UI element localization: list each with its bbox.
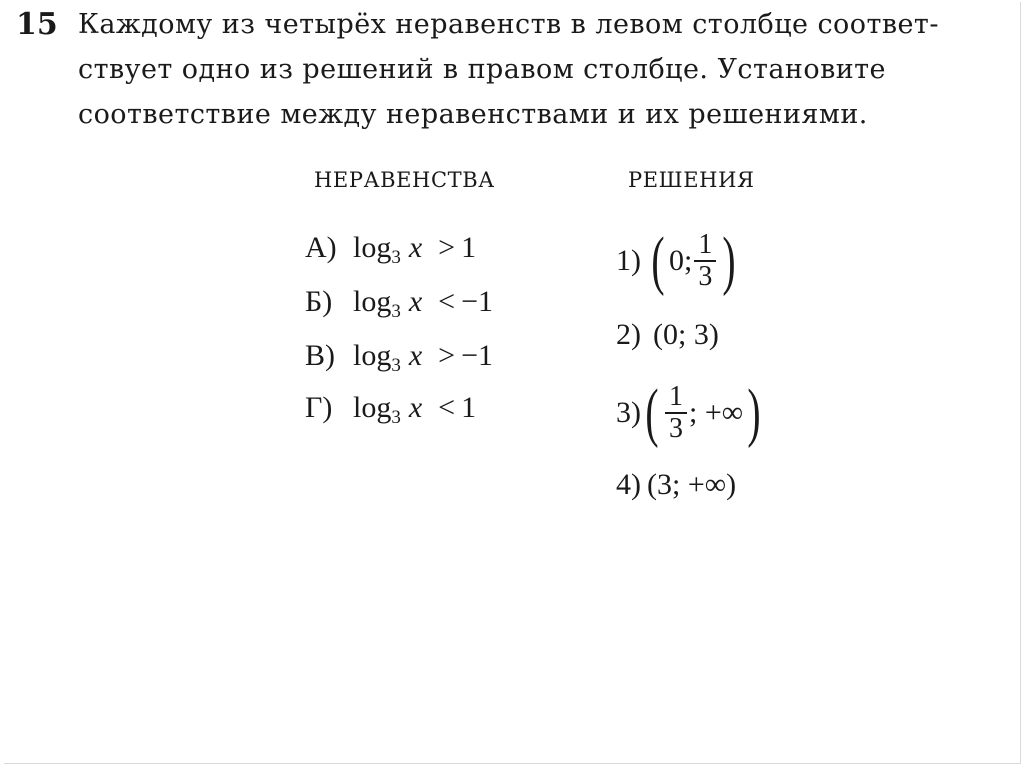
solution-number: 2) (616, 318, 641, 351)
fraction (665, 382, 687, 444)
relation: < (438, 391, 456, 424)
open-paren: ( (651, 224, 665, 297)
log-base: 3 (391, 407, 401, 428)
inequality-letter: Г) (305, 391, 333, 424)
interval: (0; 3) (653, 318, 719, 351)
inequality-b (305, 282, 493, 322)
inequalities-header: НЕРАВЕНСТВА (314, 168, 495, 192)
fraction-numerator: 1 (698, 229, 713, 260)
interval-right: ; +∞ (688, 396, 744, 429)
interval-left: 0; (668, 244, 693, 277)
fraction-numerator: 1 (668, 381, 683, 412)
log-func: log (353, 285, 392, 318)
solution-number: 3) (616, 396, 641, 429)
rhs-value: 1 (461, 391, 477, 424)
inequality-g (305, 388, 476, 428)
fraction-denominator: 3 (668, 413, 683, 444)
solution-4 (616, 465, 736, 505)
solutions-header: РЕШЕНИЯ (628, 168, 755, 192)
solution-number: 4) (616, 468, 641, 501)
solution-1 (616, 224, 740, 297)
relation: < (438, 285, 456, 318)
interval: (3; +∞) (647, 468, 737, 501)
inequality-v (305, 336, 493, 376)
rhs-value: 1 (461, 231, 477, 264)
solution-3 (616, 376, 765, 449)
variable: x (408, 285, 423, 318)
close-paren: ) (722, 224, 736, 297)
variable: x (408, 231, 423, 264)
solution-2 (616, 315, 719, 355)
relation: > (438, 339, 456, 372)
log-base: 3 (391, 247, 401, 268)
log-func: log (353, 339, 392, 372)
variable: x (408, 391, 423, 424)
log-base: 3 (391, 355, 401, 376)
inequality-a (305, 228, 476, 268)
task-number: 15 (16, 7, 58, 42)
variable: x (408, 339, 423, 372)
relation: > (438, 231, 456, 264)
task-text-line: Каждому из четырёх неравенств в левом столбце соответ- (78, 9, 939, 40)
task-text-line: соответствие между неравенствами и их решениями. (78, 99, 868, 130)
rhs-value: −1 (461, 285, 494, 318)
inequality-letter: В) (305, 339, 335, 372)
close-paren: ) (747, 376, 761, 449)
fraction (694, 230, 716, 292)
task-text-line: ствует одно из решений в правом столбце. Установите (78, 54, 886, 85)
log-base: 3 (391, 301, 401, 322)
rhs-value: −1 (461, 339, 494, 372)
fraction-denominator: 3 (698, 261, 713, 292)
open-paren: ( (645, 376, 659, 449)
solution-number: 1) (616, 244, 641, 277)
log-func: log (353, 391, 392, 424)
log-func: log (353, 231, 392, 264)
inequality-letter: Б) (305, 285, 333, 318)
inequality-letter: А) (305, 231, 337, 264)
